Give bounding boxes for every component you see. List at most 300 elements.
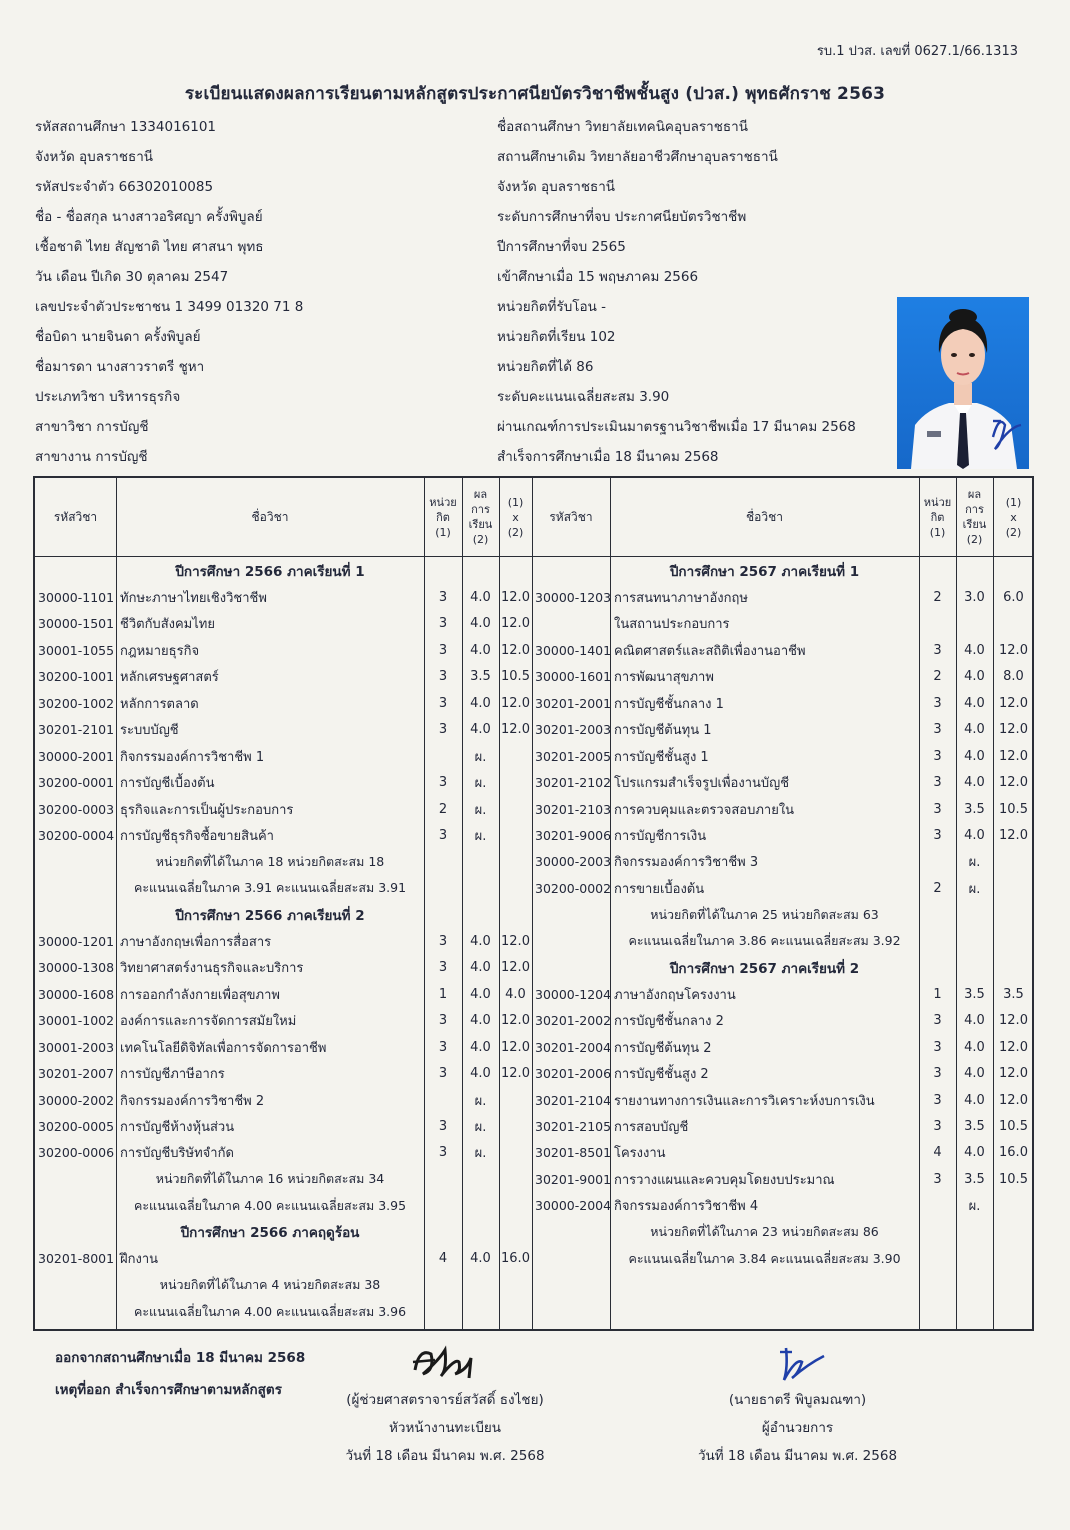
course-credit: 3 bbox=[933, 801, 942, 817]
info-line: ชื่อบิดา นายจินดา ครั้งพิบูลย์ bbox=[35, 329, 201, 345]
course-credit: 3 bbox=[438, 589, 448, 605]
course-code: 30201-2103 bbox=[535, 801, 612, 817]
course-credit: 3 bbox=[933, 1092, 942, 1108]
course-name: การบัญชีธุรกิจซื้อขายสินค้า bbox=[120, 829, 274, 844]
course-name: ทักษะภาษาไทยเชิงวิชาชีพ bbox=[120, 590, 267, 606]
course-code: 30200-0002 bbox=[535, 880, 612, 896]
course-name: หลักการตลาด bbox=[120, 696, 199, 712]
course-name: การบัญชีชั้นกลาง 2 bbox=[614, 1014, 724, 1030]
course-code: 30000-2001 bbox=[38, 748, 115, 764]
table-row bbox=[532, 1193, 1034, 1219]
course-points: 16.0 bbox=[501, 1251, 530, 1267]
course-points: 12.0 bbox=[999, 748, 1028, 764]
header-grade bbox=[462, 478, 499, 556]
course-points: 6.0 bbox=[1003, 589, 1024, 605]
course-credit: 3 bbox=[933, 722, 942, 738]
semester-heading bbox=[532, 558, 1034, 584]
course-name: โปรแกรมสำเร็จรูปเพื่องานบัญชี bbox=[614, 776, 790, 792]
course-credit: 3 bbox=[438, 695, 448, 711]
course-code: 30201-2005 bbox=[535, 748, 612, 764]
course-credit: 2 bbox=[933, 880, 942, 896]
document-number: รบ.1 ปวส. เลขที่ 0627.1/66.1313 bbox=[816, 44, 1018, 59]
student-info-left bbox=[35, 112, 303, 472]
table-row bbox=[532, 1140, 1034, 1166]
table-row bbox=[532, 770, 1034, 796]
semester-summary bbox=[35, 1299, 532, 1325]
registrar-name: (ผู้ช่วยศาสตราจารย์สวัสดิ์ ธงไชย) bbox=[346, 1392, 544, 1408]
table-row bbox=[532, 1008, 1034, 1034]
course-grade: 4.0 bbox=[470, 1251, 491, 1267]
course-grade: ผ. bbox=[968, 881, 981, 897]
course-grade: 3.5 bbox=[964, 1118, 985, 1134]
course-credit: 3 bbox=[438, 1013, 448, 1029]
header-text: กิต bbox=[930, 510, 945, 524]
course-points bbox=[499, 770, 532, 796]
info-line: ชื่อมารดา นางสาวราตรี ชูหา bbox=[35, 359, 205, 375]
semester-summary bbox=[35, 849, 532, 875]
table-row bbox=[35, 1087, 532, 1113]
course-points: 12.0 bbox=[999, 1013, 1028, 1029]
header-grade bbox=[956, 478, 993, 556]
course-credit: 3 bbox=[438, 1118, 448, 1134]
header-text: หน่วย bbox=[429, 495, 457, 509]
course-code: 30000-1401 bbox=[535, 642, 612, 658]
course-credit: 3 bbox=[438, 669, 448, 685]
info-line: ระดับคะแนนเฉลี่ยสะสม 3.90 bbox=[497, 389, 670, 405]
course-code: 30001-1002 bbox=[38, 1013, 115, 1029]
header-product bbox=[499, 478, 532, 556]
course-points: 12.0 bbox=[999, 775, 1028, 791]
header-text: ผล bbox=[473, 488, 488, 501]
semester-heading bbox=[532, 955, 1034, 981]
course-points bbox=[499, 1140, 532, 1166]
course-name: วิทยาศาสตร์งานธุรกิจและบริการ bbox=[120, 961, 304, 977]
registrar-date: วันที่ 18 เดือน มีนาคม พ.ศ. 2568 bbox=[345, 1448, 545, 1464]
student-photo bbox=[897, 297, 1029, 469]
header-name: ชื่อวิชา bbox=[746, 510, 783, 524]
course-grade: 3.5 bbox=[470, 669, 491, 685]
course-name: กิจกรรมองค์การวิชาชีพ 1 bbox=[120, 749, 265, 765]
course-name: การบัญชีชั้นสูง 2 bbox=[614, 1067, 709, 1083]
table-row bbox=[532, 796, 1034, 822]
course-name: ในสถานประกอบการ bbox=[614, 617, 730, 633]
course-points: 12.0 bbox=[501, 960, 530, 976]
course-credit: 3 bbox=[438, 828, 448, 843]
summary-text: คะแนนเฉลี่ยในภาค 3.91 คะแนนเฉลี่ยสะสม 3.91 bbox=[133, 880, 407, 896]
table-row bbox=[35, 1113, 532, 1139]
table-row bbox=[35, 664, 532, 690]
course-grade: 4.0 bbox=[470, 722, 491, 738]
course-points: 12.0 bbox=[999, 722, 1028, 738]
course-grade: 4.0 bbox=[964, 669, 985, 685]
course-code: 30200-0001 bbox=[38, 775, 115, 791]
semester-summary bbox=[532, 1219, 1034, 1245]
course-credit bbox=[919, 1193, 956, 1219]
header-text: (2) bbox=[966, 533, 983, 546]
table-row bbox=[35, 823, 532, 849]
info-line: สาขางาน การบัญชี bbox=[35, 449, 148, 465]
course-credit: 3 bbox=[933, 1171, 942, 1187]
table-row bbox=[532, 611, 1034, 637]
info-line: ชื่อ - ชื่อสกุล นางสาวอริศญา ครั้งพิบูลย์ bbox=[35, 209, 263, 225]
course-points: 12.0 bbox=[501, 722, 530, 738]
table-row bbox=[35, 770, 532, 796]
table-row bbox=[35, 928, 532, 954]
course-points bbox=[993, 849, 1034, 875]
summary-text: หน่วยกิตที่ได้ในภาค 4 หน่วยกิตสะสม 38 bbox=[159, 1277, 381, 1293]
course-grade: 4.0 bbox=[964, 1013, 985, 1029]
header-product bbox=[993, 478, 1034, 556]
course-grade: ผ. bbox=[474, 1146, 487, 1162]
course-grade: 4.0 bbox=[964, 748, 985, 764]
info-line: วัน เดือน ปีเกิด 30 ตุลาคม 2547 bbox=[35, 269, 229, 285]
table-row bbox=[35, 981, 532, 1007]
summary-text: คะแนนเฉลี่ยในภาค 3.84 คะแนนเฉลี่ยสะสม 3.90 bbox=[628, 1250, 901, 1266]
course-code: 30201-2007 bbox=[38, 1066, 115, 1082]
course-points: 12.0 bbox=[501, 1013, 530, 1029]
header-text: (1) bbox=[435, 525, 451, 539]
summary-text: หน่วยกิตที่ได้ในภาค 18 หน่วยกิตสะสม 18 bbox=[155, 853, 385, 869]
info-line: รหัสประจำตัว 66302010085 bbox=[35, 179, 214, 195]
director-name: (นายธาตรี พิบูลมณฑา) bbox=[728, 1392, 867, 1408]
course-code: 30201-9006 bbox=[535, 828, 612, 843]
header-text: x bbox=[512, 510, 519, 524]
info-line: เชื้อชาติ ไทย สัญชาติ ไทย ศาสนา พุทธ bbox=[35, 239, 264, 255]
course-code: 30000-1204 bbox=[535, 986, 612, 1002]
table-row bbox=[532, 1166, 1034, 1192]
course-grade: 4.0 bbox=[470, 986, 491, 1002]
course-grade: ผ. bbox=[474, 829, 487, 844]
course-code: 30001-2003 bbox=[38, 1039, 115, 1055]
course-grade: 4.0 bbox=[470, 589, 491, 605]
table-row bbox=[532, 690, 1034, 716]
table-row bbox=[35, 611, 532, 637]
course-grade: ผ. bbox=[968, 1199, 981, 1215]
summary-text: หน่วยกิตที่ได้ในภาค 23 หน่วยกิตสะสม 86 bbox=[650, 1224, 879, 1240]
course-grade: 3.5 bbox=[964, 1171, 985, 1187]
course-name: โครงงาน bbox=[614, 1146, 666, 1162]
semester-heading bbox=[35, 902, 532, 928]
table-row bbox=[35, 1034, 532, 1060]
course-code: 30201-2006 bbox=[535, 1066, 612, 1082]
semester-title: ปีการศึกษา 2566 ภาคฤดูร้อน bbox=[180, 1225, 360, 1242]
course-name: การสอบบัญชี bbox=[614, 1119, 689, 1135]
course-grade: 4.0 bbox=[470, 616, 491, 632]
summary-text: หน่วยกิตที่ได้ในภาค 16 หน่วยกิตสะสม 34 bbox=[155, 1171, 385, 1187]
header-credit bbox=[919, 478, 956, 556]
info-line: สถานศึกษาเดิม วิทยาลัยอาชีวศึกษาอุบลราชธานี bbox=[497, 149, 778, 165]
header-text: (2) bbox=[507, 525, 524, 539]
info-line: เข้าศึกษาเมื่อ 15 พฤษภาคม 2566 bbox=[497, 269, 699, 285]
course-code: 30201-2001 bbox=[535, 695, 612, 711]
header-text: หน่วย bbox=[923, 495, 952, 509]
header-text: (1) bbox=[507, 495, 524, 509]
table-row bbox=[532, 849, 1034, 875]
course-credit: 3 bbox=[438, 722, 448, 738]
header-credit bbox=[424, 478, 462, 556]
course-code: 30000-2004 bbox=[535, 1198, 612, 1214]
header-text: เรียน bbox=[468, 518, 493, 531]
course-credit: 4 bbox=[933, 1145, 942, 1161]
course-points: 12.0 bbox=[999, 695, 1028, 711]
table-row bbox=[532, 584, 1034, 610]
course-code: 30200-0005 bbox=[38, 1118, 115, 1134]
course-name: การบัญชีการเงิน bbox=[614, 829, 707, 844]
course-name: การขายเบื้องต้น bbox=[614, 881, 705, 897]
table-row bbox=[35, 637, 532, 663]
course-credit: 3 bbox=[933, 1118, 942, 1134]
table-row bbox=[35, 1061, 532, 1087]
course-credit: 3 bbox=[438, 616, 448, 632]
course-name: การบัญชีห้างหุ้นส่วน bbox=[120, 1119, 235, 1135]
course-credit bbox=[424, 1087, 462, 1113]
course-code: 30200-1002 bbox=[38, 695, 115, 711]
course-grade: ผ. bbox=[474, 749, 487, 765]
course-code: 30200-1001 bbox=[38, 669, 115, 685]
course-credit: 3 bbox=[438, 1066, 448, 1082]
course-code: 30200-0003 bbox=[38, 801, 115, 817]
course-code: 30201-8001 bbox=[38, 1251, 115, 1267]
header-code: รหัสวิชา bbox=[549, 510, 593, 524]
course-grade: 4.0 bbox=[964, 1066, 985, 1082]
director-date: วันที่ 18 เดือน มีนาคม พ.ศ. 2568 bbox=[697, 1448, 898, 1464]
header-text: (1) bbox=[1005, 495, 1022, 509]
course-code bbox=[532, 611, 613, 637]
course-grade: 4.0 bbox=[470, 933, 491, 949]
course-grade: 4.0 bbox=[964, 642, 985, 658]
course-points: 3.5 bbox=[1003, 986, 1024, 1002]
info-line: หน่วยกิตที่เรียน 102 bbox=[497, 329, 616, 345]
director-position: ผู้อำนวยการ bbox=[761, 1420, 834, 1436]
course-code: 30000-1101 bbox=[38, 589, 115, 605]
course-grade: 4.0 bbox=[470, 1066, 491, 1082]
table-row bbox=[532, 1087, 1034, 1113]
course-credit: 2 bbox=[438, 801, 448, 817]
course-code: 30201-2104 bbox=[535, 1092, 612, 1108]
course-name: การบัญชีต้นทุน 1 bbox=[614, 723, 712, 739]
course-name: การบัญชีชั้นกลาง 1 bbox=[614, 696, 724, 712]
course-credit: 3 bbox=[933, 775, 942, 791]
grades-table bbox=[33, 476, 1034, 1331]
course-credit: 2 bbox=[933, 589, 942, 605]
course-grade: 4.0 bbox=[964, 828, 985, 843]
table-row bbox=[532, 637, 1034, 663]
course-name: ธุรกิจและการเป็นผู้ประกอบการ bbox=[120, 802, 294, 818]
course-points: 12.0 bbox=[999, 642, 1028, 658]
course-name: การสนทนาภาษาอังกฤษ bbox=[614, 590, 748, 606]
course-code: 30001-1055 bbox=[38, 642, 115, 658]
course-points: 12.0 bbox=[999, 1066, 1028, 1082]
info-line: ระดับการศึกษาที่จบ ประกาศนียบัตรวิชาชีพ bbox=[497, 209, 747, 225]
info-line: ผ่านเกณฑ์การประเมินมาตรฐานวิชาชีพเมื่อ 17 มีนาคม 2568 bbox=[497, 419, 856, 435]
course-credit: 3 bbox=[438, 933, 448, 949]
header-text: ผล bbox=[967, 488, 982, 501]
course-points: 12.0 bbox=[501, 933, 530, 949]
course-points: 10.5 bbox=[999, 801, 1028, 817]
table-row bbox=[532, 1034, 1034, 1060]
header-text: เรียน bbox=[962, 518, 987, 531]
header-text: (2) bbox=[472, 533, 489, 546]
exit-date: ออกจากสถานศึกษาเมื่อ 18 มีนาคม 2568 bbox=[55, 1350, 306, 1366]
course-points: 12.0 bbox=[999, 828, 1028, 843]
course-name: การควบคุมและตรวจสอบภายใน bbox=[614, 802, 795, 818]
semester-summary bbox=[35, 1272, 532, 1298]
info-line: รหัสสถานศึกษา 1334016101 bbox=[35, 119, 217, 135]
course-grade: 3.5 bbox=[964, 801, 985, 817]
course-name: การบัญชีบริษัทจำกัด bbox=[120, 1146, 234, 1162]
course-credit: 1 bbox=[438, 986, 448, 1002]
course-name: การวางแผนและควบคุมโดยงบประมาณ bbox=[614, 1172, 835, 1188]
course-credit: 3 bbox=[933, 748, 942, 764]
header-text: การ bbox=[965, 503, 984, 516]
summary-text: คะแนนเฉลี่ยในภาค 4.00 คะแนนเฉลี่ยสะสม 3.95 bbox=[133, 1197, 407, 1213]
course-credit: 3 bbox=[933, 695, 942, 711]
student-info-right bbox=[497, 112, 856, 472]
course-credit: 3 bbox=[933, 828, 942, 843]
course-credit: 3 bbox=[438, 642, 448, 658]
table-row bbox=[35, 690, 532, 716]
course-grade: 4.0 bbox=[470, 1013, 491, 1029]
course-points: 16.0 bbox=[999, 1145, 1028, 1161]
course-points bbox=[499, 823, 532, 849]
semester-title: ปีการศึกษา 2567 ภาคเรียนที่ 2 bbox=[669, 960, 860, 977]
semester-title: ปีการศึกษา 2566 ภาคเรียนที่ 1 bbox=[175, 564, 365, 580]
course-code: 30000-1501 bbox=[38, 616, 115, 632]
semester-heading bbox=[35, 1219, 532, 1245]
course-name: ภาษาอังกฤษโครงงาน bbox=[614, 987, 736, 1003]
course-code: 30201-2004 bbox=[535, 1039, 612, 1055]
course-credit bbox=[424, 743, 462, 769]
course-grade: 4.0 bbox=[470, 1039, 491, 1055]
table-row bbox=[532, 664, 1034, 690]
course-credit bbox=[919, 849, 956, 875]
course-points: 12.0 bbox=[501, 616, 530, 632]
course-points bbox=[993, 611, 1034, 637]
course-points bbox=[499, 743, 532, 769]
course-credit: 3 bbox=[933, 1013, 942, 1029]
course-points bbox=[499, 1113, 532, 1139]
course-grade: 4.0 bbox=[470, 642, 491, 658]
semester-summary bbox=[532, 928, 1034, 954]
course-code: 30201-8501 bbox=[535, 1145, 612, 1161]
header-name: ชื่อวิชา bbox=[251, 510, 289, 524]
info-line: หน่วยกิตที่ได้ 86 bbox=[497, 359, 594, 375]
table-row bbox=[532, 1061, 1034, 1087]
course-points: 12.0 bbox=[501, 589, 530, 605]
course-points bbox=[993, 1193, 1034, 1219]
summary-text: คะแนนเฉลี่ยในภาค 4.00 คะแนนเฉลี่ยสะสม 3.96 bbox=[133, 1303, 407, 1319]
course-code: 30000-1201 bbox=[38, 933, 115, 949]
course-grade: 4.0 bbox=[964, 1039, 985, 1055]
course-grade: 4.0 bbox=[964, 722, 985, 738]
course-grade: 3.0 bbox=[964, 589, 985, 605]
semester-summary bbox=[35, 875, 532, 901]
course-points: 10.5 bbox=[999, 1118, 1028, 1134]
course-grade: ผ. bbox=[474, 1119, 487, 1135]
course-name: คณิตศาสตร์และสถิติเพื่องานอาชีพ bbox=[614, 643, 806, 659]
course-credit: 3 bbox=[438, 775, 448, 791]
table-row bbox=[532, 1113, 1034, 1139]
info-line: จังหวัด อุบลราชธานี bbox=[497, 179, 616, 195]
table-row bbox=[35, 743, 532, 769]
info-line: สาขาวิชา การบัญชี bbox=[35, 419, 149, 435]
info-line: สำเร็จการศึกษาเมื่อ 18 มีนาคม 2568 bbox=[497, 449, 719, 465]
info-line: หน่วยกิตที่รับโอน - bbox=[497, 299, 607, 315]
course-points: 12.0 bbox=[501, 1066, 530, 1082]
course-code: 30000-1608 bbox=[38, 986, 115, 1002]
course-name: กิจกรรมองค์การวิชาชีพ 4 bbox=[614, 1199, 759, 1215]
course-points: 4.0 bbox=[505, 986, 526, 1002]
course-name: กิจกรรมองค์การวิชาชีพ 3 bbox=[614, 855, 759, 871]
course-code: 30201-2002 bbox=[535, 1013, 612, 1029]
course-code: 30000-1203 bbox=[535, 589, 612, 605]
semester-summary bbox=[35, 1193, 532, 1219]
registrar-position: หัวหน้างานทะเบียน bbox=[388, 1420, 502, 1436]
info-line: ประเภทวิชา บริหารธุรกิจ bbox=[35, 389, 181, 405]
course-credit: 3 bbox=[438, 960, 448, 976]
course-credit: 3 bbox=[933, 1066, 942, 1082]
course-name: การบัญชีชั้นสูง 1 bbox=[614, 749, 709, 765]
course-points: 12.0 bbox=[501, 642, 530, 658]
course-name: การออกกำลังกายเพื่อสุขภาพ bbox=[120, 987, 280, 1003]
course-points: 8.0 bbox=[1003, 669, 1024, 685]
course-grade: ผ. bbox=[474, 776, 487, 792]
course-code: 30201-2003 bbox=[535, 722, 612, 738]
course-points: 12.0 bbox=[999, 1039, 1028, 1055]
course-credit: 1 bbox=[933, 986, 942, 1002]
header-text: (1) bbox=[929, 525, 946, 539]
course-points bbox=[499, 796, 532, 822]
course-code: 30201-2102 bbox=[535, 775, 612, 791]
document-title: ระเบียนแสดงผลการเรียนตามหลักสูตรประกาศนียบัตรวิชาชีพชั้นสูง (ปวส.) พุทธศักราช 2563 bbox=[184, 84, 886, 104]
semester-title: ปีการศึกษา 2566 ภาคเรียนที่ 2 bbox=[175, 907, 365, 924]
exit-info bbox=[55, 1342, 305, 1406]
director-signature-block bbox=[680, 1340, 915, 1470]
table-row bbox=[35, 796, 532, 822]
header-text: (2) bbox=[1005, 525, 1022, 539]
registrar-signature bbox=[405, 1340, 485, 1386]
semester-title: ปีการศึกษา 2567 ภาคเรียนที่ 1 bbox=[669, 564, 860, 580]
course-name: กฎหมายธุรกิจ bbox=[120, 643, 200, 659]
exit-reason: เหตุที่ออก สำเร็จการศึกษาตามหลักสูตร bbox=[55, 1382, 282, 1398]
info-line: ชื่อสถานศึกษา วิทยาลัยเทคนิคอุบลราชธานี bbox=[497, 119, 748, 135]
course-code: 30200-0006 bbox=[38, 1145, 115, 1161]
course-code: 30000-1308 bbox=[38, 960, 115, 976]
course-name: หลักเศรษฐศาสตร์ bbox=[120, 670, 219, 686]
course-name: ฝึกงาน bbox=[120, 1252, 159, 1268]
course-points: 10.5 bbox=[999, 1171, 1028, 1187]
summary-text: หน่วยกิตที่ได้ในภาค 25 หน่วยกิตสะสม 63 bbox=[650, 906, 879, 922]
course-name: ชีวิตกับสังคมไทย bbox=[120, 617, 215, 633]
table-row bbox=[35, 955, 532, 981]
course-points: 12.0 bbox=[999, 1092, 1028, 1108]
course-credit bbox=[919, 611, 956, 637]
course-name: การบัญชีเบื้องต้น bbox=[120, 776, 215, 792]
table-row bbox=[35, 717, 532, 743]
course-credit: 3 bbox=[438, 1039, 448, 1055]
course-name: เทคโนโลยีดิจิทัลเพื่อการจัดการอาชีพ bbox=[120, 1040, 327, 1056]
course-credit: 4 bbox=[438, 1251, 448, 1267]
summary-text: คะแนนเฉลี่ยในภาค 3.86 คะแนนเฉลี่ยสะสม 3.92 bbox=[628, 933, 901, 949]
course-code: 30000-2003 bbox=[535, 854, 612, 870]
header-text: การ bbox=[471, 503, 490, 516]
course-grade: ผ. bbox=[474, 802, 487, 818]
course-credit: 3 bbox=[933, 1039, 942, 1055]
course-code: 30200-0004 bbox=[38, 828, 115, 843]
table-row bbox=[532, 981, 1034, 1007]
course-credit: 3 bbox=[933, 642, 942, 658]
course-grade bbox=[956, 611, 993, 637]
